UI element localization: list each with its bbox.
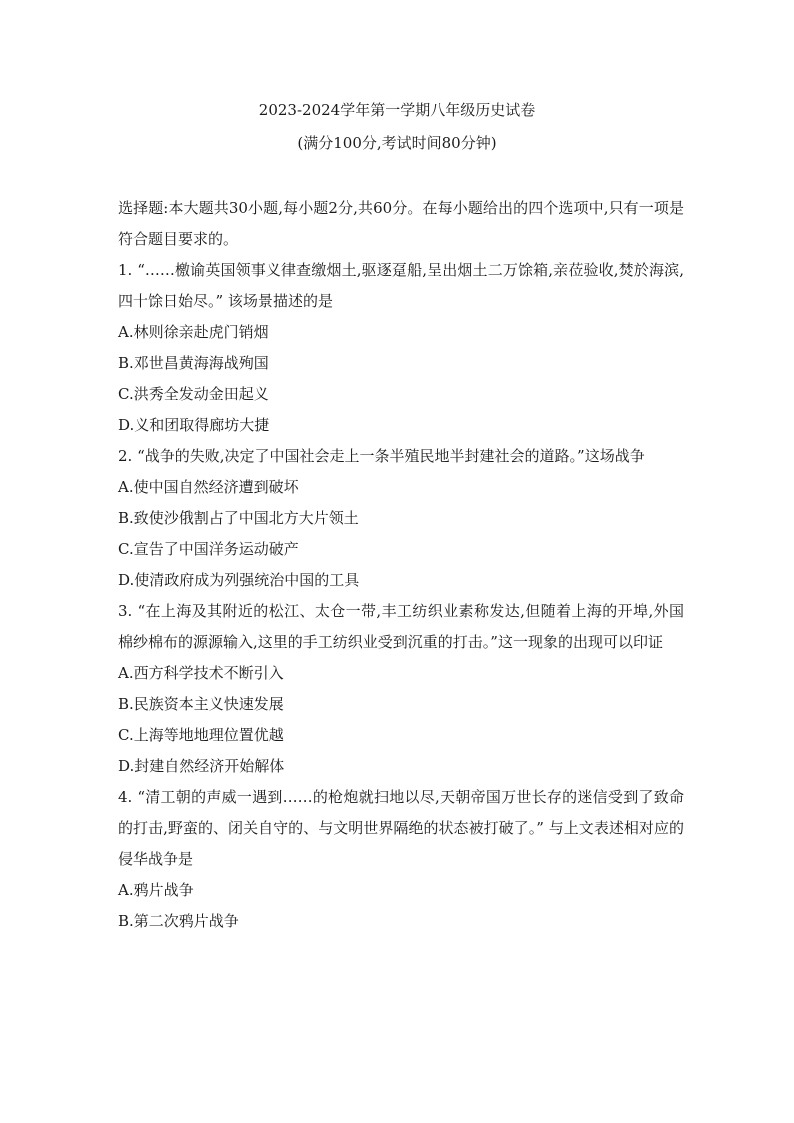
exam-subtitle: (满分100分,考试时间80分钟)	[297, 134, 497, 152]
question-3	[118, 596, 684, 782]
option-d: D.使清政府成为列强统治中国的工具	[118, 571, 360, 589]
question-stem: 3. “在上海及其附近的松江、太仓一带,丰工纺织业素称发达,但随着上海的开埠,外国棉纱棉布的源源输入,这里的手工纺织业受到沉重的打击。”这一现象的出现可以印证	[118, 602, 684, 651]
option-d: D.义和团取得廊坊大捷	[118, 416, 270, 434]
option-b: B.第二次鸦片战争	[118, 912, 239, 930]
option-c: C.宣告了中国洋务运动破产	[118, 540, 299, 558]
option-a: A.西方科学技术不断引入	[118, 664, 284, 682]
question-stem: 4. “清工朝的声威一遇到……的枪炮就扫地以尽,天朝帝国万世长存的迷信受到了致命的打击,野蛮的、闭关自守的、与文明世界隔绝的状态被打破了。” 与上文表述相对应的侵华战争是	[118, 788, 684, 868]
option-a: A.鸦片战争	[118, 881, 194, 899]
exam-title: 2023-2024学年第一学期八年级历史试卷	[258, 101, 536, 119]
option-a: A.林则徐亲赴虎门销烟	[118, 323, 269, 341]
question-stem: 2. “战争的失败,决定了中国社会走上一条半殖民地半封建社会的道路。”这场战争	[118, 447, 645, 465]
option-d: D.封建自然经济开始解体	[118, 757, 285, 775]
question-1	[118, 255, 684, 441]
exam-content	[118, 193, 684, 937]
option-b: B.邓世昌黄海海战殉国	[118, 354, 269, 372]
question-4	[118, 782, 684, 937]
option-a: A.使中国自然经济遭到破坏	[118, 478, 299, 496]
question-2	[118, 441, 684, 596]
option-c: C.上海等地地理位置优越	[118, 726, 284, 744]
question-stem: 1. “……檄谕英国领事义律查缴烟土,驱逐趸船,呈出烟土二万馀箱,亲莅验收,焚於海滨,四十馀日始尽。” 该场景描述的是	[118, 261, 684, 310]
option-b: B.民族资本主义快速发展	[118, 695, 284, 713]
section-instructions: 选择题:本大题共30小题,每小题2分,共60分。在每小题给出的四个选项中,只有一项是符合题目要求的。	[118, 199, 684, 248]
option-b: B.致使沙俄割占了中国北方大片领土	[118, 509, 359, 527]
option-c: C.洪秀全发动金田起义	[118, 385, 269, 403]
